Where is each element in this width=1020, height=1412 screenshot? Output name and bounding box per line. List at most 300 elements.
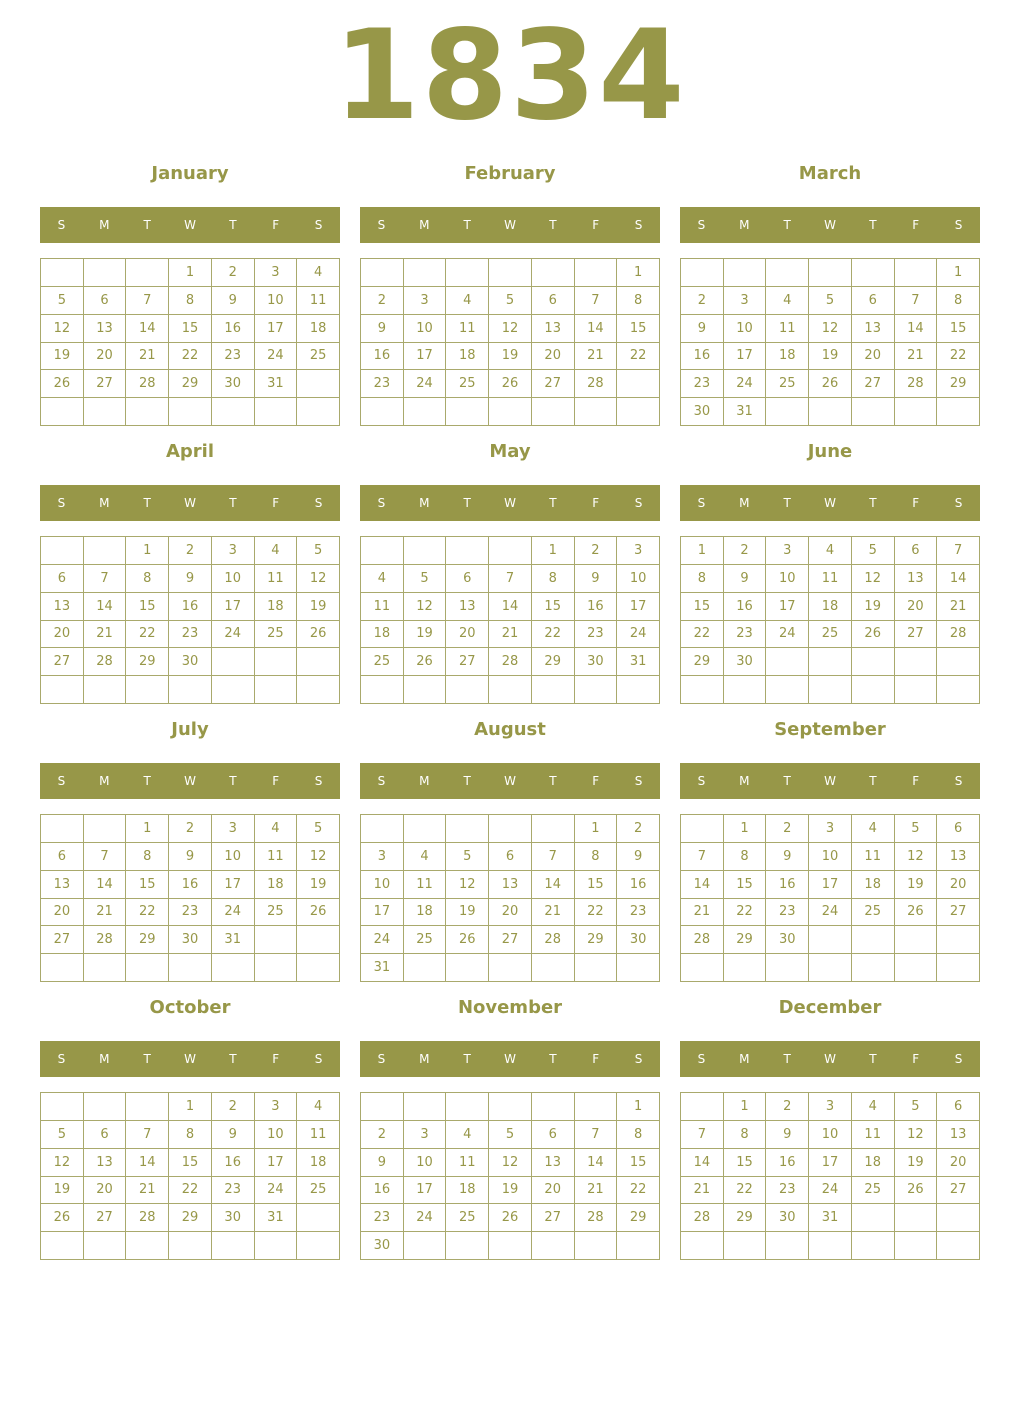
day-cell: [575, 1093, 618, 1121]
day-cell: 30: [766, 926, 809, 954]
day-cell: 8: [126, 565, 169, 593]
day-cell: 20: [532, 1177, 575, 1205]
day-cell: 18: [766, 343, 809, 371]
weekday-label: M: [419, 774, 430, 788]
day-cell: [937, 676, 980, 704]
day-cell: 7: [84, 843, 127, 871]
day-cell: [297, 926, 340, 954]
weekday-label: M: [99, 774, 110, 788]
day-cell: 4: [361, 565, 404, 593]
day-cell: 22: [617, 343, 660, 371]
day-cell: 3: [809, 1093, 852, 1121]
day-cell: [617, 370, 660, 398]
day-cell: 31: [361, 954, 404, 982]
weekday-label: S: [57, 774, 66, 788]
day-cell: 18: [297, 1149, 340, 1177]
day-cell: [617, 954, 660, 982]
day-cell: 24: [724, 370, 767, 398]
day-cell: 11: [809, 565, 852, 593]
day-cell: 23: [575, 621, 618, 649]
day-cell: 18: [809, 593, 852, 621]
day-cell: 2: [766, 1093, 809, 1121]
day-cell: [852, 259, 895, 287]
day-cell: 28: [84, 926, 127, 954]
day-cell: 30: [766, 1204, 809, 1232]
day-cell: 11: [766, 315, 809, 343]
day-cell: 29: [617, 1204, 660, 1232]
day-cell: 21: [575, 343, 618, 371]
weekday-label: T: [869, 496, 877, 510]
weekday-label: S: [314, 218, 323, 232]
day-cell: 2: [766, 815, 809, 843]
day-cell: 5: [404, 565, 447, 593]
day-cell: 27: [937, 1177, 980, 1205]
weekday-label: T: [143, 774, 151, 788]
day-cell: 16: [575, 593, 618, 621]
day-cell: 16: [169, 871, 212, 899]
day-cell: 6: [41, 565, 84, 593]
day-grid: [680, 1092, 980, 1260]
day-cell: 25: [809, 621, 852, 649]
day-cell: [766, 676, 809, 704]
day-cell: [126, 398, 169, 426]
day-cell: [446, 815, 489, 843]
day-cell: 10: [212, 565, 255, 593]
day-cell: 22: [126, 621, 169, 649]
weekday-header: [360, 485, 660, 521]
weekday-label: T: [229, 1052, 237, 1066]
day-cell: 7: [84, 565, 127, 593]
day-cell: 18: [255, 871, 298, 899]
day-grid: [40, 814, 340, 982]
weekday-label: T: [463, 496, 471, 510]
day-cell: 14: [84, 593, 127, 621]
day-cell: 5: [852, 537, 895, 565]
weekday-label: F: [272, 1052, 280, 1066]
day-cell: [809, 648, 852, 676]
weekday-label: S: [314, 1052, 323, 1066]
day-cell: 6: [937, 815, 980, 843]
day-cell: [852, 1204, 895, 1232]
day-cell: [532, 1093, 575, 1121]
day-cell: [126, 1232, 169, 1260]
day-cell: 26: [852, 621, 895, 649]
day-cell: 1: [169, 259, 212, 287]
weekday-header: [360, 207, 660, 243]
weekday-label: W: [184, 1052, 196, 1066]
weekday-label: S: [954, 496, 963, 510]
day-cell: 29: [937, 370, 980, 398]
day-cell: 8: [169, 1121, 212, 1149]
day-cell: 7: [532, 843, 575, 871]
day-cell: [852, 676, 895, 704]
day-cell: [255, 1232, 298, 1260]
weekday-label: T: [549, 496, 557, 510]
day-cell: 23: [212, 343, 255, 371]
day-cell: 12: [895, 1121, 938, 1149]
weekday-label: F: [912, 1052, 920, 1066]
day-cell: [766, 648, 809, 676]
day-cell: 16: [766, 871, 809, 899]
day-cell: 2: [169, 537, 212, 565]
day-cell: 10: [809, 843, 852, 871]
day-cell: [489, 954, 532, 982]
day-cell: [575, 1232, 618, 1260]
day-cell: 22: [724, 899, 767, 927]
day-cell: [361, 259, 404, 287]
day-cell: 20: [84, 343, 127, 371]
day-cell: [446, 1232, 489, 1260]
day-cell: 29: [575, 926, 618, 954]
day-cell: 20: [532, 343, 575, 371]
day-cell: 28: [895, 370, 938, 398]
day-cell: 12: [852, 565, 895, 593]
day-cell: 19: [895, 871, 938, 899]
weekday-label: F: [912, 496, 920, 510]
day-cell: 3: [361, 843, 404, 871]
weekday-label: F: [592, 774, 600, 788]
day-cell: 14: [937, 565, 980, 593]
day-cell: 31: [255, 1204, 298, 1232]
day-cell: 1: [126, 815, 169, 843]
day-cell: 11: [255, 843, 298, 871]
day-cell: 15: [169, 315, 212, 343]
day-cell: 7: [681, 1121, 724, 1149]
day-cell: 16: [361, 1177, 404, 1205]
weekday-label: M: [419, 218, 430, 232]
day-cell: 19: [809, 343, 852, 371]
day-cell: 3: [255, 259, 298, 287]
month-title: February: [464, 163, 556, 184]
day-cell: 13: [852, 315, 895, 343]
weekday-label: W: [824, 774, 836, 788]
day-cell: 20: [489, 899, 532, 927]
weekday-label: S: [634, 774, 643, 788]
day-cell: 13: [895, 565, 938, 593]
day-cell: 12: [297, 565, 340, 593]
weekday-label: T: [783, 1052, 791, 1066]
day-cell: 9: [766, 843, 809, 871]
day-cell: 3: [212, 815, 255, 843]
day-cell: 4: [809, 537, 852, 565]
weekday-label: T: [549, 1052, 557, 1066]
day-cell: 11: [446, 315, 489, 343]
day-cell: 22: [169, 343, 212, 371]
day-cell: 14: [681, 871, 724, 899]
weekday-label: T: [143, 496, 151, 510]
day-cell: 29: [169, 370, 212, 398]
day-cell: 8: [575, 843, 618, 871]
weekday-label: T: [463, 774, 471, 788]
day-cell: 17: [724, 343, 767, 371]
day-cell: 11: [404, 871, 447, 899]
weekday-label: S: [377, 1052, 386, 1066]
weekday-header: [680, 763, 980, 799]
weekday-label: S: [57, 496, 66, 510]
day-cell: [489, 537, 532, 565]
weekday-label: S: [377, 218, 386, 232]
weekday-label: S: [954, 774, 963, 788]
day-cell: 5: [446, 843, 489, 871]
day-cell: 31: [617, 648, 660, 676]
day-cell: 22: [617, 1177, 660, 1205]
day-cell: [895, 259, 938, 287]
day-cell: 10: [766, 565, 809, 593]
day-cell: [532, 676, 575, 704]
day-cell: 13: [532, 315, 575, 343]
day-cell: [41, 259, 84, 287]
weekday-label: T: [463, 218, 471, 232]
day-cell: 28: [575, 370, 618, 398]
day-cell: 26: [41, 1204, 84, 1232]
day-cell: 25: [446, 370, 489, 398]
day-cell: 24: [766, 621, 809, 649]
day-cell: 12: [895, 843, 938, 871]
year-title: 1834: [333, 4, 687, 148]
day-cell: 15: [575, 871, 618, 899]
day-cell: [169, 398, 212, 426]
day-cell: 22: [937, 343, 980, 371]
weekday-label: S: [634, 218, 643, 232]
month-title: August: [474, 719, 546, 740]
day-cell: 25: [297, 343, 340, 371]
day-cell: 3: [766, 537, 809, 565]
day-cell: 25: [852, 899, 895, 927]
day-cell: [766, 954, 809, 982]
day-cell: [84, 1232, 127, 1260]
day-cell: 16: [361, 343, 404, 371]
day-cell: 12: [809, 315, 852, 343]
weekday-label: T: [869, 218, 877, 232]
day-cell: 24: [212, 899, 255, 927]
day-cell: 9: [169, 843, 212, 871]
day-cell: 7: [937, 537, 980, 565]
day-cell: [297, 954, 340, 982]
day-cell: 30: [575, 648, 618, 676]
day-cell: 29: [681, 648, 724, 676]
day-cell: 7: [681, 843, 724, 871]
day-cell: 29: [532, 648, 575, 676]
weekday-label: S: [697, 1052, 706, 1066]
day-cell: [212, 1232, 255, 1260]
day-cell: 3: [809, 815, 852, 843]
weekday-label: T: [229, 774, 237, 788]
day-cell: 24: [255, 343, 298, 371]
day-cell: [809, 398, 852, 426]
weekday-label: W: [824, 1052, 836, 1066]
day-cell: 11: [297, 1121, 340, 1149]
day-cell: [404, 954, 447, 982]
day-cell: [766, 259, 809, 287]
day-cell: 19: [852, 593, 895, 621]
day-cell: [361, 398, 404, 426]
day-cell: 21: [895, 343, 938, 371]
day-cell: 24: [361, 926, 404, 954]
day-cell: [169, 676, 212, 704]
day-cell: 21: [937, 593, 980, 621]
day-cell: [724, 954, 767, 982]
day-cell: [446, 954, 489, 982]
day-cell: [297, 648, 340, 676]
day-cell: [532, 954, 575, 982]
weekday-label: T: [143, 1052, 151, 1066]
day-cell: 18: [404, 899, 447, 927]
day-cell: 26: [297, 899, 340, 927]
day-cell: 10: [809, 1121, 852, 1149]
day-cell: 4: [852, 1093, 895, 1121]
day-cell: [766, 1232, 809, 1260]
day-cell: 23: [724, 621, 767, 649]
day-cell: 2: [617, 815, 660, 843]
weekday-label: W: [824, 496, 836, 510]
day-cell: [84, 259, 127, 287]
day-cell: [937, 1232, 980, 1260]
day-cell: [446, 259, 489, 287]
day-cell: 26: [809, 370, 852, 398]
weekday-label: F: [912, 774, 920, 788]
weekday-label: W: [184, 218, 196, 232]
weekday-label: S: [57, 1052, 66, 1066]
weekday-label: T: [783, 218, 791, 232]
day-cell: 19: [446, 899, 489, 927]
weekday-label: S: [634, 496, 643, 510]
day-cell: 28: [937, 621, 980, 649]
day-cell: 17: [404, 1177, 447, 1205]
day-cell: 27: [532, 1204, 575, 1232]
day-cell: 30: [212, 370, 255, 398]
weekday-label: F: [592, 218, 600, 232]
day-cell: 9: [212, 287, 255, 315]
day-cell: [937, 954, 980, 982]
weekday-header: [40, 763, 340, 799]
weekday-label: W: [184, 774, 196, 788]
weekday-label: W: [504, 218, 516, 232]
day-cell: 10: [404, 1149, 447, 1177]
day-cell: 30: [169, 926, 212, 954]
day-grid: [40, 536, 340, 704]
day-cell: 19: [404, 621, 447, 649]
day-cell: [41, 954, 84, 982]
day-cell: [575, 676, 618, 704]
day-cell: [84, 398, 127, 426]
day-cell: [532, 398, 575, 426]
day-cell: [532, 1232, 575, 1260]
day-cell: 7: [575, 1121, 618, 1149]
day-cell: 11: [297, 287, 340, 315]
day-cell: [297, 1204, 340, 1232]
weekday-header: [40, 485, 340, 521]
day-cell: 10: [255, 1121, 298, 1149]
day-cell: [489, 1093, 532, 1121]
day-cell: 14: [575, 315, 618, 343]
day-cell: 12: [41, 315, 84, 343]
day-cell: [895, 648, 938, 676]
weekday-header: [680, 207, 980, 243]
day-cell: 5: [41, 287, 84, 315]
day-cell: 27: [895, 621, 938, 649]
day-cell: 2: [724, 537, 767, 565]
day-cell: 6: [852, 287, 895, 315]
day-cell: 27: [41, 648, 84, 676]
day-cell: [681, 1093, 724, 1121]
day-cell: [895, 1204, 938, 1232]
day-cell: 24: [404, 1204, 447, 1232]
day-cell: 21: [126, 343, 169, 371]
day-cell: 28: [489, 648, 532, 676]
day-cell: [41, 1093, 84, 1121]
day-cell: [361, 537, 404, 565]
day-cell: 22: [126, 899, 169, 927]
day-cell: 12: [489, 1149, 532, 1177]
day-cell: 19: [489, 1177, 532, 1205]
day-cell: 14: [681, 1149, 724, 1177]
day-cell: 8: [724, 1121, 767, 1149]
day-cell: 19: [297, 871, 340, 899]
day-cell: 12: [446, 871, 489, 899]
day-cell: 6: [41, 843, 84, 871]
day-cell: 31: [212, 926, 255, 954]
day-cell: [617, 1232, 660, 1260]
day-cell: 25: [297, 1177, 340, 1205]
day-cell: 27: [937, 899, 980, 927]
day-cell: 17: [212, 593, 255, 621]
day-cell: [126, 259, 169, 287]
weekday-label: W: [504, 496, 516, 510]
day-cell: 16: [724, 593, 767, 621]
day-cell: 27: [852, 370, 895, 398]
day-cell: 18: [297, 315, 340, 343]
day-cell: 29: [724, 926, 767, 954]
day-cell: 16: [766, 1149, 809, 1177]
day-cell: 8: [681, 565, 724, 593]
weekday-label: S: [954, 1052, 963, 1066]
day-cell: [532, 259, 575, 287]
day-cell: 20: [937, 1149, 980, 1177]
day-cell: 30: [169, 648, 212, 676]
day-cell: 6: [489, 843, 532, 871]
day-cell: 5: [895, 815, 938, 843]
day-cell: 15: [532, 593, 575, 621]
day-cell: [724, 259, 767, 287]
day-cell: 14: [84, 871, 127, 899]
day-cell: 15: [126, 593, 169, 621]
day-cell: 1: [617, 259, 660, 287]
day-cell: [895, 676, 938, 704]
day-cell: [297, 1232, 340, 1260]
day-cell: [724, 1232, 767, 1260]
day-cell: 24: [809, 899, 852, 927]
day-cell: 2: [212, 259, 255, 287]
day-cell: 15: [681, 593, 724, 621]
day-cell: [255, 648, 298, 676]
day-cell: 20: [446, 621, 489, 649]
day-cell: 15: [169, 1149, 212, 1177]
day-cell: 22: [724, 1177, 767, 1205]
day-cell: 24: [617, 621, 660, 649]
day-cell: [169, 954, 212, 982]
day-cell: 23: [681, 370, 724, 398]
day-cell: 2: [361, 287, 404, 315]
day-cell: [41, 1232, 84, 1260]
day-cell: 11: [852, 1121, 895, 1149]
day-cell: 21: [84, 621, 127, 649]
day-cell: 19: [41, 1177, 84, 1205]
day-cell: 20: [41, 899, 84, 927]
day-cell: 25: [852, 1177, 895, 1205]
weekday-label: F: [592, 1052, 600, 1066]
day-cell: 9: [575, 565, 618, 593]
day-cell: 6: [532, 1121, 575, 1149]
